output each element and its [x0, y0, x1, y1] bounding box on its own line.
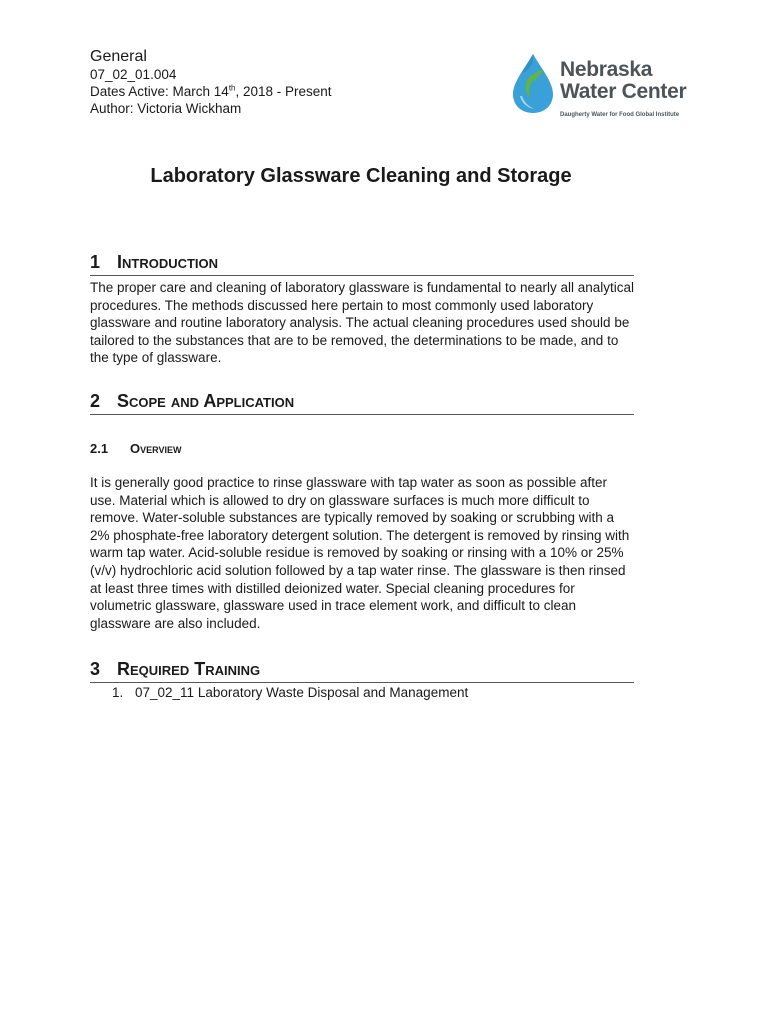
water-drop-icon [510, 52, 556, 114]
document-author: Author: Victoria Wickham [90, 101, 242, 116]
subsection-number: 2.1 [90, 441, 109, 456]
section-title: Scope and Application [117, 391, 295, 411]
introduction-paragraph: The proper care and cleaning of laboratory glassware is fundamental to nearly all analytical procedures. The methods discussed here pertain to most commonly used laboratory glassware and routine laboratory analysis. The actual cleaning procedures used should be tailored to the substances that are to be removed, the determinations to be made, and to the type of glassware. [90, 280, 635, 366]
list-item [112, 684, 468, 701]
dates-active [90, 83, 332, 100]
document-title: Laboratory Glassware Cleaning and Storage [150, 165, 572, 187]
document-header-meta [90, 47, 332, 117]
section-heading-scope [90, 390, 634, 415]
logo-subtitle: Daugherty Water for Food Global Institute [560, 112, 680, 118]
dates-active-suffix: , 2018 - Present [235, 84, 332, 99]
subsection-title: Overview [130, 441, 182, 456]
section-number: 2 [90, 391, 101, 411]
document-category: General [90, 48, 147, 65]
overview-paragraph: It is generally good practice to rinse glassware with tap water as soon as possible after use. Material which is allowed to dry on glassware surfaces is much more difficult to remove. Water-soluble substances are typically removed by soaking or scrubbing with a 2% phosphate-free laboratory detergent solution. The detergent is removed by rinsing with warm tap water. Acid-soluble residue is removed by soaking or rinsing with a 10% or 25% (v/v) hydrochloric acid solution followed by a tap water rinse. The glassware is then rinsed at least three times with distilled deionized water. Special cleaning procedures for volumetric glassware, glassware used in trace element work, and difficult to clean glassware are also included. [90, 475, 630, 631]
training-list [112, 684, 468, 701]
section-number: 3 [90, 659, 101, 679]
nebraska-water-center-logo [510, 52, 705, 130]
section-title: Introduction [117, 252, 219, 272]
logo-wordmark [560, 59, 686, 103]
dates-active-prefix: Dates Active: March 14 [90, 84, 229, 99]
dates-active-ordinal: th [228, 83, 236, 93]
logo-line-2: Water Center [560, 80, 687, 103]
document-id: 07_02_01.004 [90, 67, 177, 82]
section-title: Required Training [117, 659, 261, 679]
section-number: 1 [90, 252, 101, 272]
subsection-heading-overview [90, 441, 181, 457]
section-heading-required-training [90, 658, 634, 683]
list-item-number: 1. [112, 685, 124, 700]
list-item-text: 07_02_11 Laboratory Waste Disposal and Management [135, 685, 469, 700]
section-heading-introduction [90, 251, 634, 276]
logo-line-1: Nebraska [560, 58, 653, 81]
